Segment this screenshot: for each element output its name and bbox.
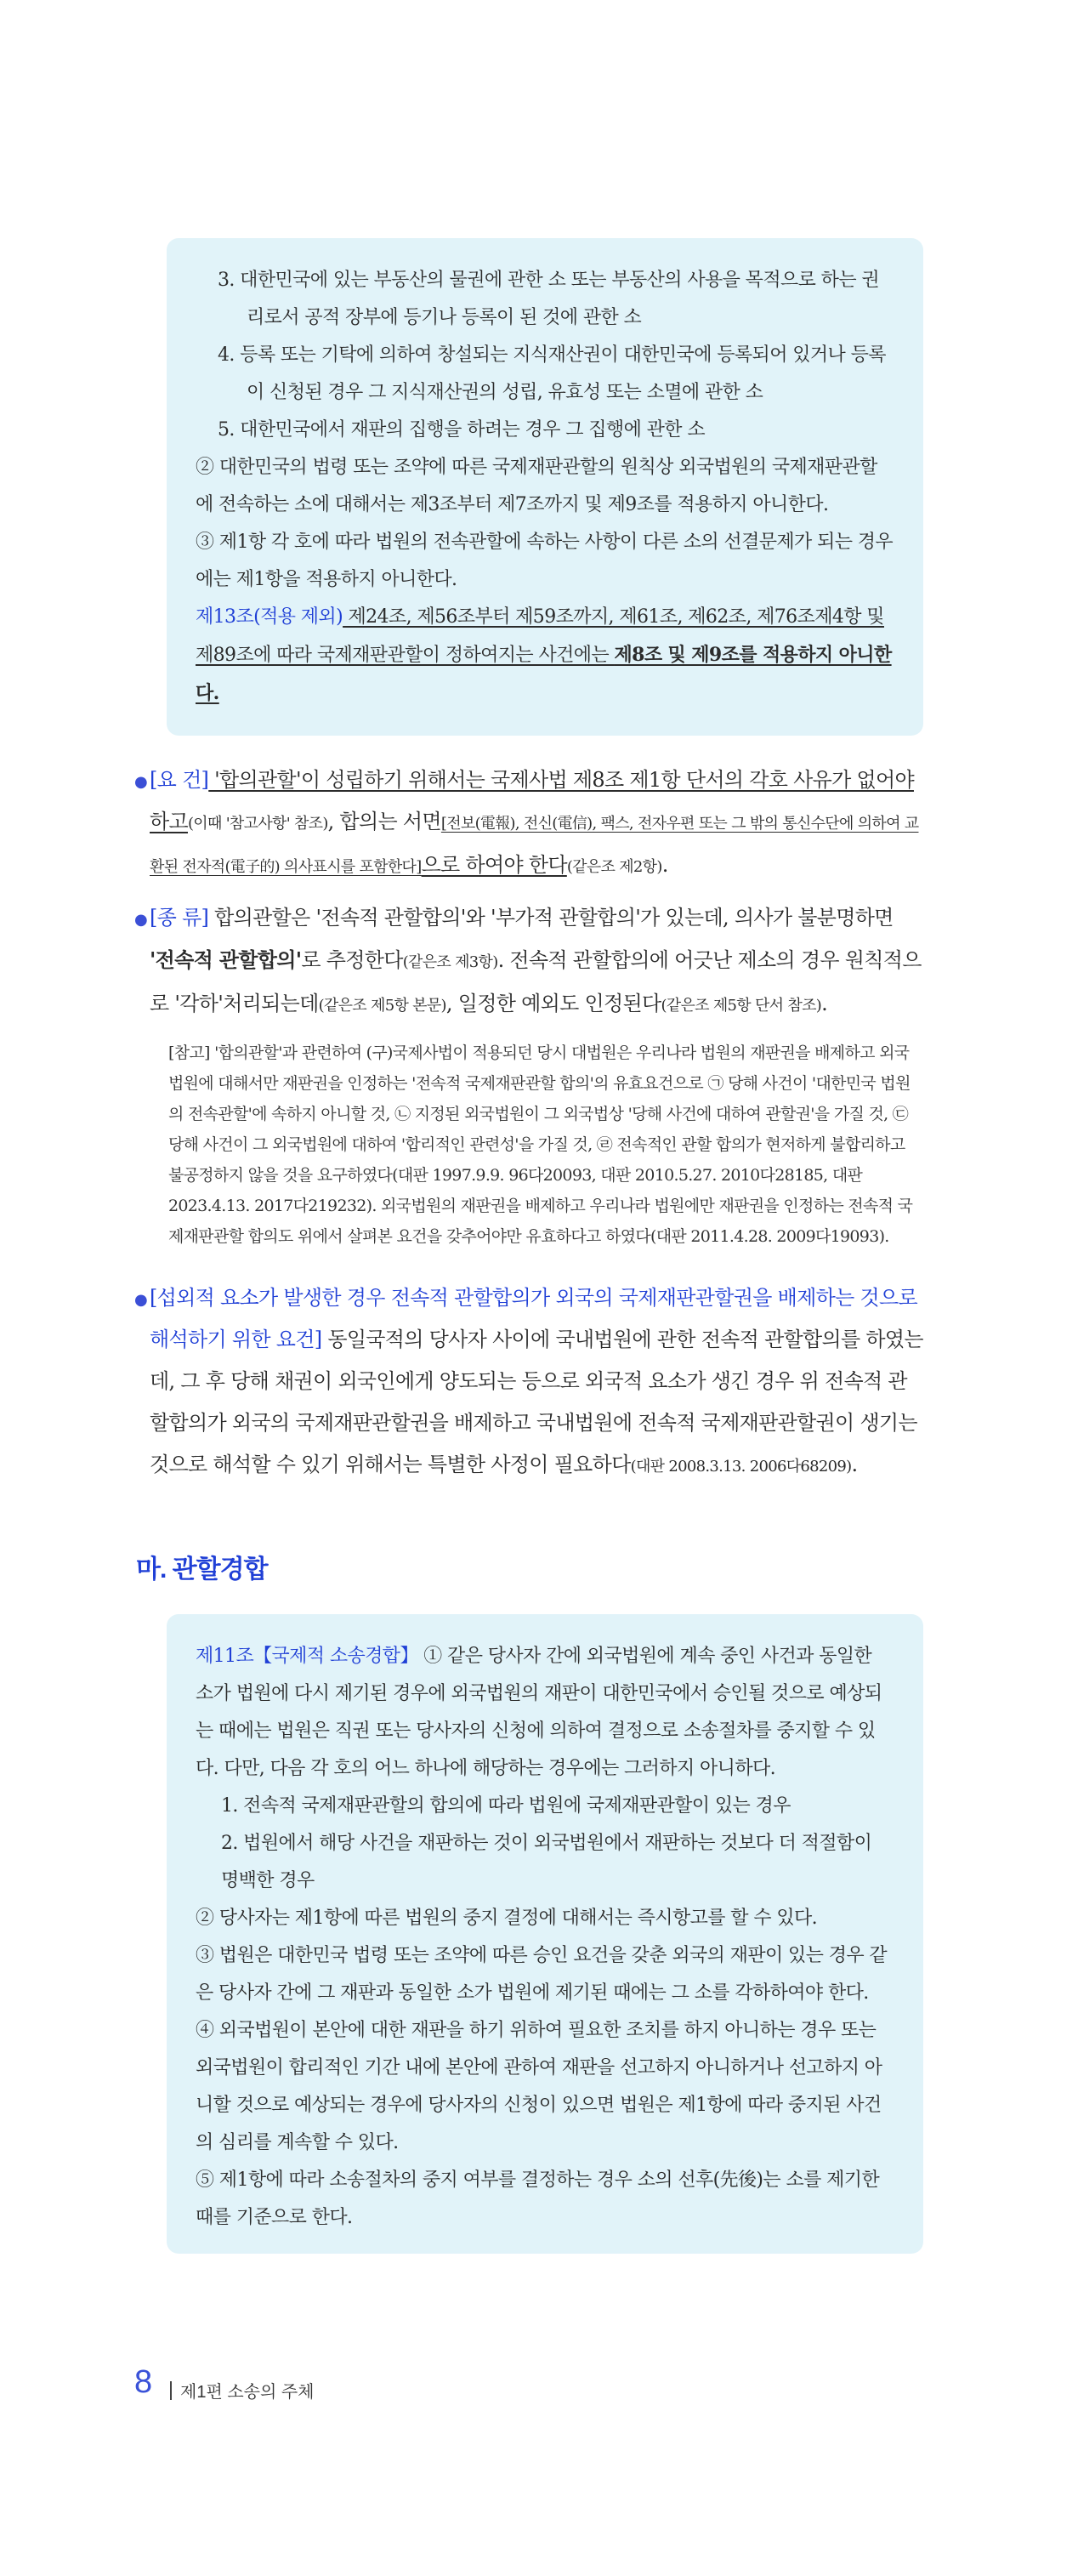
paragraph: ⑤ 제1항에 따라 소송절차의 중지 여부를 결정하는 경우 소의 선후(先後)는 소를 제기한 때를 기준으로 한다. <box>196 2169 880 2228</box>
section-tag: [요 건] <box>150 768 209 792</box>
section-text: . 전속적 관할합의에 어긋난 제소의 경우 원칙적으로 '각하'처리되는데 <box>150 948 922 1015</box>
citation: [전보(電報), 전신(電信), 팩스, 전자우편 또는 그 밖의 통신수단에 의하여 교환된 전자적(電子的) 의사표시를 포함한다] <box>150 815 919 876</box>
section-types <box>134 897 923 1026</box>
bullet-icon: ● <box>134 773 148 791</box>
paragraph: ④ 외국법원이 본안에 대한 재판을 하기 위하여 필요한 조치를 하지 아니하는 경우 또는 외국법원이 합리적인 기간 내에 본안에 관하여 재판을 선고하지 아니하거나 선고하지 아니할 것으로 예상되는 경우에 당사자의 신청이 있으면 법원은 제1항에 따라 중지된 사건의 심리를 계속할 수 있다. <box>196 2020 882 2153</box>
statute-box-2 <box>167 1614 923 2254</box>
emphasis: '전속적 관할합의' <box>150 947 302 972</box>
article-13-emphasis: 제8조 및 제9조를 적용하지 아니한다. <box>196 644 892 704</box>
article-13 <box>196 599 894 713</box>
section-text: . <box>661 853 668 877</box>
statute-box-1 <box>167 238 923 736</box>
section-tag: [종 류] <box>150 906 209 930</box>
article-11 <box>196 1638 894 1788</box>
section-text: , 합의는 서면 <box>327 810 441 833</box>
citation: (같은조 제3항) <box>402 953 498 971</box>
article-11-title: 제11조【국제적 소송경합】 <box>196 1646 418 1667</box>
article-13-text: 제24조, 제56조부터 제59조까지, 제61조, 제62조, 제76조제4항 및 제89조에 따라 국제재판관할이 정하여지는 사건에는 <box>196 606 884 666</box>
citation: (같은조 제5항 본문) <box>318 997 446 1015</box>
section-tag: [섭외적 요소가 발생한 경우 전속적 관할합의가 외국의 국제재판관할권을 배제하는 것으로 해석하기 위한 요건] <box>150 1286 917 1351</box>
section-text: . <box>821 992 828 1015</box>
section-requirements <box>134 759 923 888</box>
section-text: 동일국적의 당사자 사이에 국내법원에 관한 전속적 관할합의를 하였는데, 그 후 당해 채권이 외국인에게 양도되는 등으로 외국적 요소가 생긴 경우 위 전속적 관할합의가 외국의 국제재판관할권을 배제하고 국내법원에 전속적 국제재판관할권이 생기는 것으로 해석할 수 있기 위해서는 특별한 사정이 필요하다 <box>150 1328 923 1476</box>
list-item: 2. 법원에서 해당 사건을 재판하는 것이 외국법원에서 재판하는 것보다 더 적절함이 명백한 경우 <box>221 1833 872 1891</box>
section-foreign-element <box>134 1277 923 1487</box>
section-text: 합의관할은 '전속적 관할합의'와 '부가적 관할합의'가 있는데, 의사가 불분명하면 <box>208 906 894 930</box>
citation: (같은조 제5항 단서 참조) <box>661 997 822 1015</box>
article-13-title: 제13조(적용 제외) <box>196 606 343 628</box>
citation: (이때 '참고사항' 참조) <box>187 815 328 833</box>
bullet-icon: ● <box>134 1291 148 1309</box>
list-item: 4. 등록 또는 기탁에 의하여 창설되는 지식재산권이 대한민국에 등록되어 있거나 등록이 신청된 경우 그 지식재산권의 성립, 유효성 또는 소멸에 관한 소 <box>218 344 886 403</box>
paragraph: ③ 법원은 대한민국 법령 또는 조약에 따른 승인 요건을 갖춘 외국의 재판이 있는 경우 같은 당사자 간에 그 재판과 동일한 소가 법원에 제기된 때에는 그 소를 각하하여야 한다. <box>196 1945 888 2004</box>
section-text: 으로 하여야 한다 <box>421 853 567 877</box>
reference-note <box>168 1038 923 1252</box>
article-11-text: ① 같은 당사자 간에 외국법원에 계속 중인 사건과 동일한 소가 법원에 다시 제기된 경우에 외국법원의 재판이 대한민국에서 승인될 것으로 예상되는 때에는 법원은 직권 또는 당사자의 신청에 의하여 결정으로 소송절차를 중지할 수 있다. 다만, 다음 각 호의 어느 하나에 해당하는 경우에는 그러하지 아니하다. <box>196 1646 882 1779</box>
section-text: 로 추정한다 <box>301 948 403 972</box>
list-item: 3. 대한민국에 있는 부동산의 물권에 관한 소 또는 부동산의 사용을 목적으로 하는 권리로서 공적 장부에 등기나 등록이 된 것에 관한 소 <box>218 270 880 328</box>
note-text: [참고] '합의관할'과 관련하여 (구)국제사법이 적용되던 당시 대법원은 우리나라 법원의 재판권을 배제하고 외국법원에 대해서만 재판권을 인정하는 '전속적 국제재판관할 합의'의 유효요건으로 ㉠ 당해 사건이 '대한민국 법원의 전속관할'에 속하지 아니할 것, ㉡ 지정된 외국법원이 그 외국법상 '당해 사건에 대하여 관할권'을 가질 것, ㉢ 당해 사건이 그 외국법원에 대하여 '합리적인 관련성'을 가질 것, ㉣ 전속적인 관할 합의가 현저하게 불합리하고 불공정하지 않을 것을 요구하였다(대판 1997.9.9. 96다20093, 대판 2010.5.27. 2010다28185, 대판 2023.4.13. 2017다219232). 외국법원의 재판권을 배제하고 우리나라 법원에만 재판권을 인정하는 전속적 국제재판관할 합의도 위에서 살펴본 요건을 갖추어야만 유효하다고 하였다(대판 2011.4.28. 2009다19093). <box>168 1043 913 1246</box>
section-text: , 일정한 예외도 인정된다 <box>445 992 661 1015</box>
section-heading: 마. 관할경합 <box>136 1555 268 1584</box>
citation: (같은조 제2항) <box>566 858 662 876</box>
page-number: 8 <box>134 2364 153 2400</box>
paragraph-2: ② 대한민국의 법령 또는 조약에 따른 국제재판관할의 원칙상 외국법원의 국제재판관할에 전속하는 소에 대해서는 제3조부터 제7조까지 및 제9조를 적용하지 아니한다. <box>196 457 877 515</box>
footer-label: 제1편 소송의 주체 <box>180 2383 315 2402</box>
footer-divider <box>170 2381 172 2400</box>
paragraph: ② 당사자는 제1항에 따른 법원의 중지 결정에 대해서는 즉시항고를 할 수 있다. <box>196 1908 818 1929</box>
list-item: 5. 대한민국에서 재판의 집행을 하려는 경우 그 집행에 관한 소 <box>218 419 705 441</box>
list-item: 1. 전속적 국제재판관할의 합의에 따라 법원에 국제재판관할이 있는 경우 <box>221 1795 791 1817</box>
paragraph-3: ③ 제1항 각 호에 따라 법원의 전속관할에 속하는 사항이 다른 소의 선결문제가 되는 경우에는 제1항을 적용하지 아니한다. <box>196 532 894 590</box>
citation: (대판 2008.3.13. 2006다68209) <box>630 1458 852 1476</box>
section-text: . <box>851 1453 858 1476</box>
bullet-icon: ● <box>134 911 148 929</box>
section-text: '합의관할'이 성립하기 위해서는 국제사법 제8조 제1항 단서의 각호 사유가 없어야 하고 <box>150 768 914 833</box>
